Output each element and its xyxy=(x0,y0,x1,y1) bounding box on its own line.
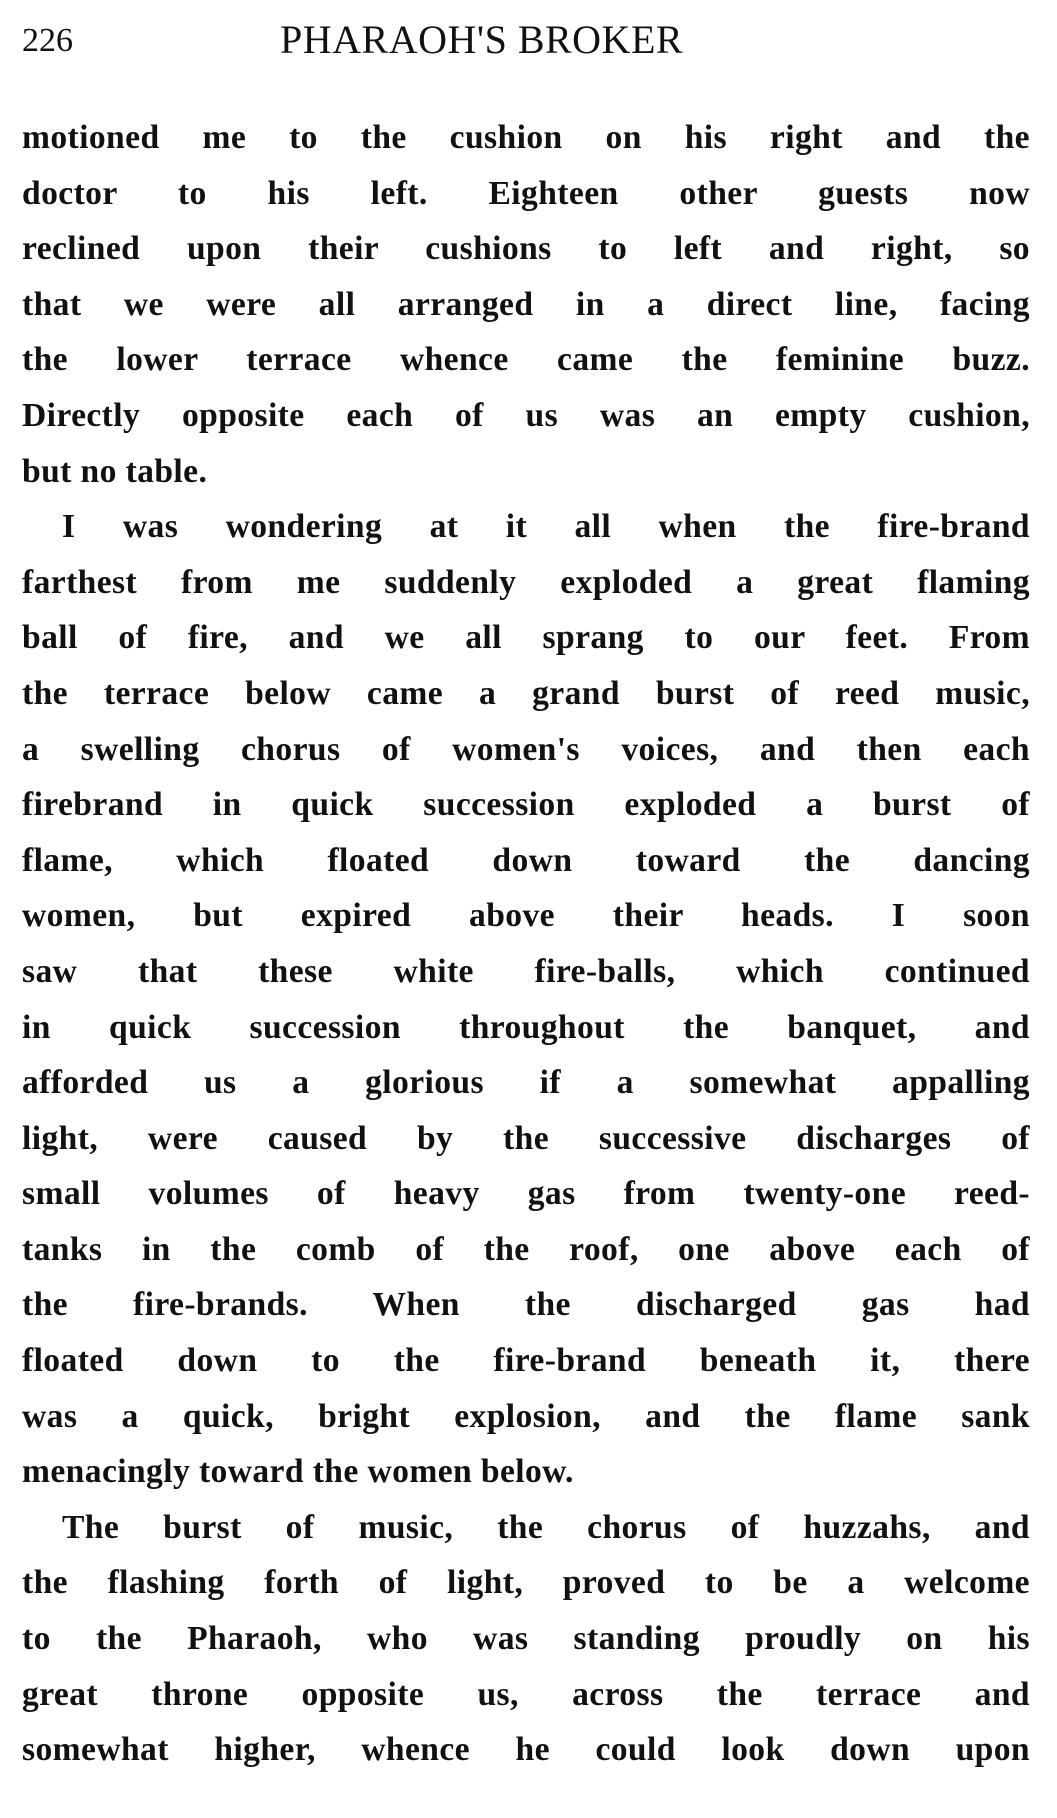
text-line: menacingly toward the women below. xyxy=(22,1453,574,1491)
text-line: ball of fire, and we all sprang to our feet. From xyxy=(22,619,1030,657)
text-line: a swelling chorus of women's voices, and then each xyxy=(22,730,1030,768)
text-line: that we were all arranged in a direct line, facing xyxy=(22,285,1030,323)
paragraph xyxy=(22,499,1030,1500)
page-number: 226 xyxy=(22,22,73,59)
text-line: Directly opposite each of us was an empty cushion, xyxy=(22,396,1030,434)
text-line: I was wondering at it all when the fire-brand xyxy=(62,508,1030,546)
text-line: light, were caused by the successive discharges of xyxy=(22,1119,1030,1157)
text-line: reclined upon their cushions to left and right, so xyxy=(22,230,1030,268)
text-line: small volumes of heavy gas from twenty-one reed- xyxy=(22,1175,1030,1213)
text-line: farthest from me suddenly exploded a great flaming xyxy=(22,563,1030,601)
text-line: doctor to his left. Eighteen other guests now xyxy=(22,174,1030,212)
page-header xyxy=(22,14,1022,74)
text-line: to the Pharaoh, who was standing proudly on his xyxy=(22,1620,1030,1658)
text-line: was a quick, bright explosion, and the flame sank xyxy=(22,1397,1030,1435)
text-line: but no table. xyxy=(22,452,208,490)
text-line: flame, which floated down toward the dancing xyxy=(22,841,1030,879)
text-line: the fire-brands. When the discharged gas had xyxy=(22,1286,1030,1324)
text-line: saw that these white fire-balls, which continued xyxy=(22,952,1030,990)
text-line: women, but expired above their heads. I soon xyxy=(22,897,1030,935)
text-line: the terrace below came a grand burst of reed music, xyxy=(22,674,1030,712)
text-line: the flashing forth of light, proved to be a welcome xyxy=(22,1564,1030,1602)
text-line: somewhat higher, whence he could look down upon xyxy=(22,1731,1030,1769)
paragraph xyxy=(22,110,1030,499)
text-line: floated down to the fire-brand beneath it, there xyxy=(22,1342,1030,1380)
text-line: afforded us a glorious if a somewhat appalling xyxy=(22,1064,1030,1102)
text-line: in quick succession throughout the banquet, and xyxy=(22,1008,1030,1046)
text-line: tanks in the comb of the roof, one above each of xyxy=(22,1230,1030,1268)
text-line: the lower terrace whence came the feminine buzz. xyxy=(22,341,1030,379)
text-line: The burst of music, the chorus of huzzahs, and xyxy=(62,1508,1030,1546)
body-text xyxy=(22,110,1030,1778)
text-line: motioned me to the cushion on his right and the xyxy=(22,119,1030,156)
running-head: PHARAOH'S BROKER xyxy=(280,17,684,62)
text-line: firebrand in quick succession exploded a burst of xyxy=(22,786,1030,824)
paragraph xyxy=(22,1500,1030,1778)
text-line: great throne opposite us, across the terrace and xyxy=(22,1675,1030,1713)
